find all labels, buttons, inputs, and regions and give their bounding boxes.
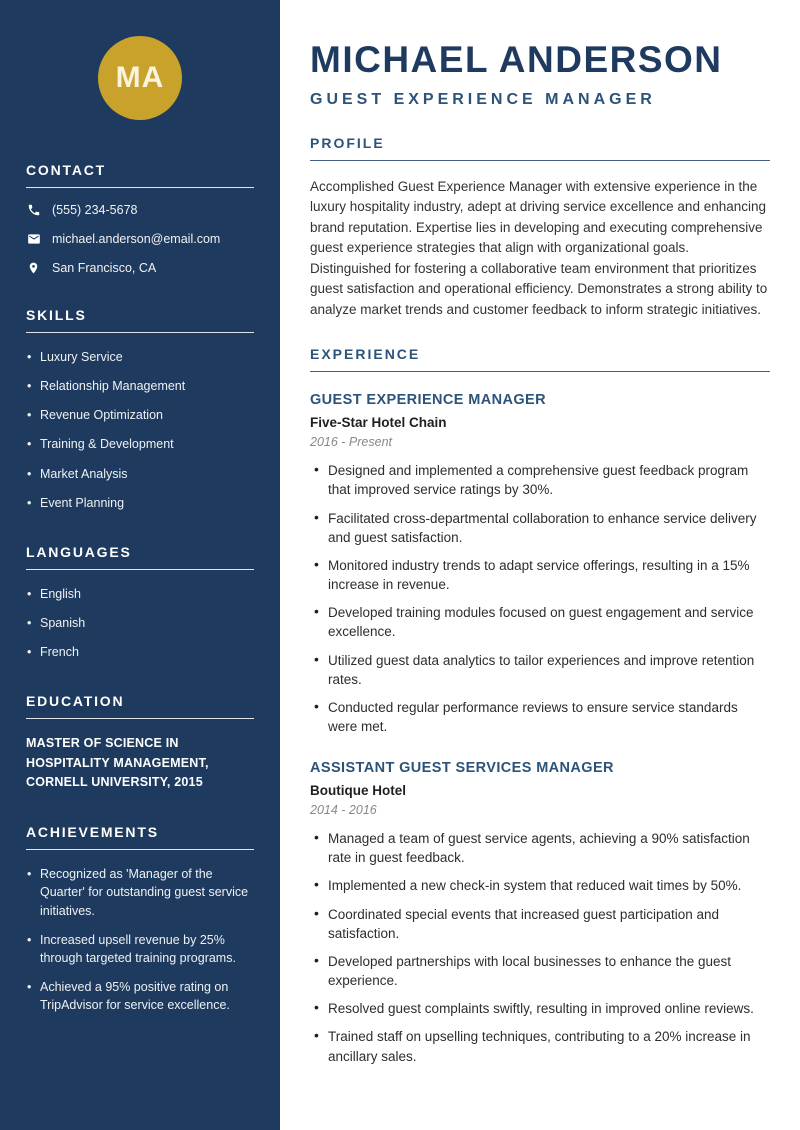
location-pin-icon xyxy=(26,261,41,275)
job-bullet: • Trained staff on upselling techniques, contributing to a 20% increase in ancillary sales. xyxy=(310,1027,770,1065)
profile-text: Accomplished Guest Experience Manager with extensive experience in the luxury hospitality industry, adept at driving service excellence and enhancing brand reputation. Expertise lies in developing and executing comprehensive guest experience strategies that align with organizational goals. Distinguished for fostering a collaborative team environment that prioritizes guest satisfaction and operational efficiency. Demonstrates a strong ability to analyze market trends and customer feedback to inform strategic initiatives. xyxy=(310,178,768,317)
achievement-item: • Achieved a 95% positive rating on TripAdvisor for service excellence. xyxy=(26,978,254,1014)
main-content xyxy=(280,0,800,1130)
contact-location-value: San Francisco, CA xyxy=(52,261,157,275)
skills-list xyxy=(26,348,254,512)
profile-section xyxy=(310,135,770,321)
experience-job xyxy=(310,760,770,1066)
contact-title: CONTACT xyxy=(26,162,254,188)
achievements-list xyxy=(26,865,254,1014)
job-bullet: • Conducted regular performance reviews to ensure service standards were met. xyxy=(310,698,770,736)
experience-section xyxy=(310,346,770,1065)
languages-section xyxy=(26,544,254,661)
skills-title: SKILLS xyxy=(26,307,254,333)
job-bullet: • Utilized guest data analytics to tailor experiences and improve retention rates. xyxy=(310,651,770,689)
job-bullet: • Resolved guest complaints swiftly, resulting in improved online reviews. xyxy=(310,999,770,1018)
candidate-name: MICHAEL ANDERSON xyxy=(310,39,723,80)
contact-section xyxy=(26,162,254,275)
profile-title: PROFILE xyxy=(310,135,770,161)
contact-phone-row xyxy=(26,203,254,217)
skill-item: • Relationship Management xyxy=(26,377,254,395)
languages-title: LANGUAGES xyxy=(26,544,254,570)
job-company: Five-Star Hotel Chain xyxy=(310,415,447,431)
languages-list xyxy=(26,585,254,661)
achievements-title: ACHIEVEMENTS xyxy=(26,824,254,850)
job-dates: 2014 - 2016 xyxy=(310,803,377,818)
education-degree: MASTER OF SCIENCE IN HOSPITALITY MANAGEMENT, CORNELL UNIVERSITY, 2015 xyxy=(26,736,209,789)
job-bullet: • Facilitated cross-departmental collaboration to enhance service delivery and guest satisfaction. xyxy=(310,509,770,547)
job-company: Boutique Hotel xyxy=(310,783,406,799)
job-bullet: • Managed a team of guest service agents, achieving a 90% satisfaction rate in guest feedback. xyxy=(310,829,770,867)
skills-section xyxy=(26,307,254,512)
education-section xyxy=(26,693,254,792)
skill-item: • Luxury Service xyxy=(26,348,254,366)
skill-item: • Market Analysis xyxy=(26,465,254,483)
job-bullet: • Implemented a new check-in system that reduced wait times by 50%. xyxy=(310,876,770,895)
job-bullet: • Designed and implemented a comprehensive guest feedback program that improved service ratings by 30%. xyxy=(310,461,770,499)
contact-email-value: michael.anderson@email.com xyxy=(52,232,221,246)
achievements-section xyxy=(26,824,254,1014)
job-role: ASSISTANT GUEST SERVICES MANAGER xyxy=(310,760,614,777)
job-bullet-list xyxy=(310,829,770,1066)
phone-icon xyxy=(26,203,41,217)
job-dates: 2016 - Present xyxy=(310,435,392,450)
job-bullet: • Developed partnerships with local businesses to enhance the guest experience. xyxy=(310,952,770,990)
education-title: EDUCATION xyxy=(26,693,254,719)
job-bullet: • Developed training modules focused on guest engagement and service excellence. xyxy=(310,603,770,641)
language-item: • French xyxy=(26,643,254,661)
language-item: • English xyxy=(26,585,254,603)
contact-location-row xyxy=(26,261,254,275)
experience-job xyxy=(310,392,770,736)
candidate-job-title: GUEST EXPERIENCE MANAGER xyxy=(310,90,656,108)
contact-phone-value: (555) 234-5678 xyxy=(52,203,138,217)
job-bullet: • Monitored industry trends to adapt service offerings, resulting in a 15% increase in revenue. xyxy=(310,556,770,594)
avatar-initials: MA xyxy=(115,61,165,94)
job-bullet-list xyxy=(310,461,770,736)
achievement-item: • Increased upsell revenue by 25% through targeted training programs. xyxy=(26,931,254,967)
skill-item: • Training & Development xyxy=(26,435,254,453)
email-icon xyxy=(26,232,41,246)
avatar xyxy=(98,36,182,120)
achievement-item: • Recognized as 'Manager of the Quarter' for outstanding guest service initiatives. xyxy=(26,865,254,919)
experience-title: EXPERIENCE xyxy=(310,346,770,372)
language-item: • Spanish xyxy=(26,614,254,632)
sidebar xyxy=(0,0,280,1130)
contact-email-row xyxy=(26,232,254,246)
job-role: GUEST EXPERIENCE MANAGER xyxy=(310,392,546,409)
skill-item: • Event Planning xyxy=(26,494,254,512)
job-bullet: • Coordinated special events that increased guest participation and satisfaction. xyxy=(310,905,770,943)
skill-item: • Revenue Optimization xyxy=(26,406,254,424)
